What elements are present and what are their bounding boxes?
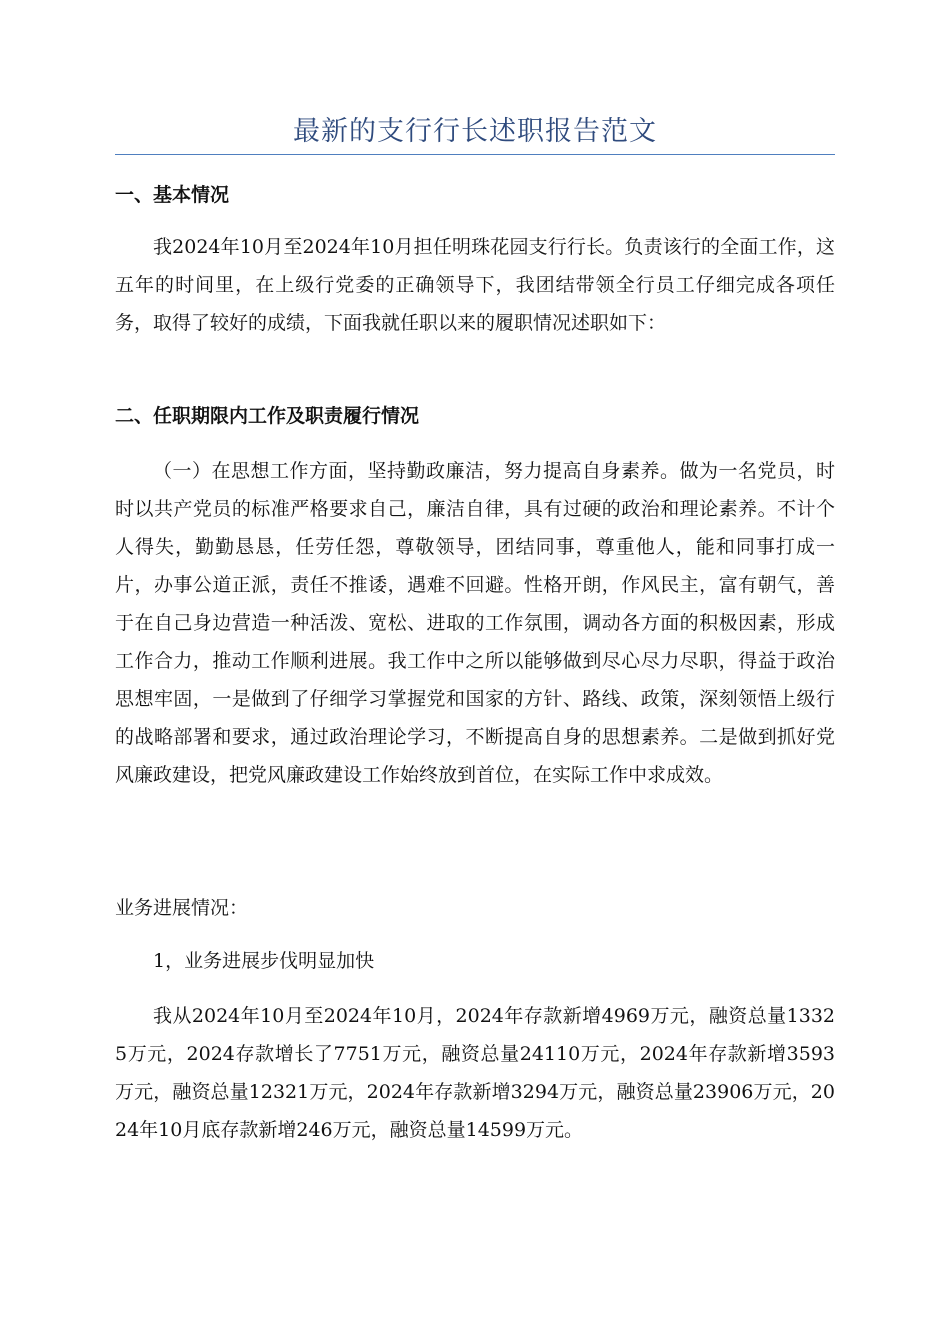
section-heading-duties: 二、任职期限内工作及职责履行情况	[115, 405, 420, 427]
document-title: 最新的支行行长述职报告范文	[293, 116, 657, 147]
paragraph-ideological-work: （一）在思想工作方面，坚持勤政廉洁，努力提高自身素养。做为一名党员，时时以共产党员的标准严格要求自己，廉洁自律，具有过硬的政治和理论素养。不计个人得失，勤勤恳恳，任劳任怨，尊敬领导，团结同事，尊重他人，能和同事打成一片，办事公道正派，责任不推诿，遇难不回避。性格开朗，作风民主，富有朝气，善于在自己身边营造一种活泼、宽松、进取的工作氛围，调动各方面的积极因素，形成工作合力，推动工作顺利进展。我工作中之所以能够做到尽心尽力尽职，得益于政治思想牢固，一是做到了仔细学习掌握党和国家的方针、路线、政策，深刻领悟上级行的战略部署和要求，通过政治理论学习，不断提高自身的思想素养。二是做到抓好党风廉政建设，把党风廉政建设工作始终放到首位，在实际工作中求成效。	[115, 460, 835, 786]
business-item-1: 1，业务进展步伐明显加快	[153, 950, 375, 972]
section-heading-basic-info: 一、基本情况	[115, 184, 230, 206]
paragraph-business-figures: 我从2024年10月至2024年10月，2024年存款新增4969万元，融资总量13325万元，2024存款增长了7751万元，融资总量24110万元，2024年存款新增3593万元，融资总量12321万元，2024年存款新增3294万元，融资总量23906万元，2024年10月底存款新增246万元，融资总量14599万元。	[115, 1005, 835, 1141]
title-divider	[115, 154, 835, 155]
paragraph-basic-info: 我2024年10月至2024年10月担任明珠花园支行行长。负责该行的全面工作，这五年的时间里，在上级行党委的正确领导下，我团结带领全行员工仔细完成各项任务，取得了较好的成绩，下面我就任职以来的履职情况述职如下：	[115, 236, 835, 334]
business-progress-label: 业务进展情况：	[115, 897, 249, 919]
